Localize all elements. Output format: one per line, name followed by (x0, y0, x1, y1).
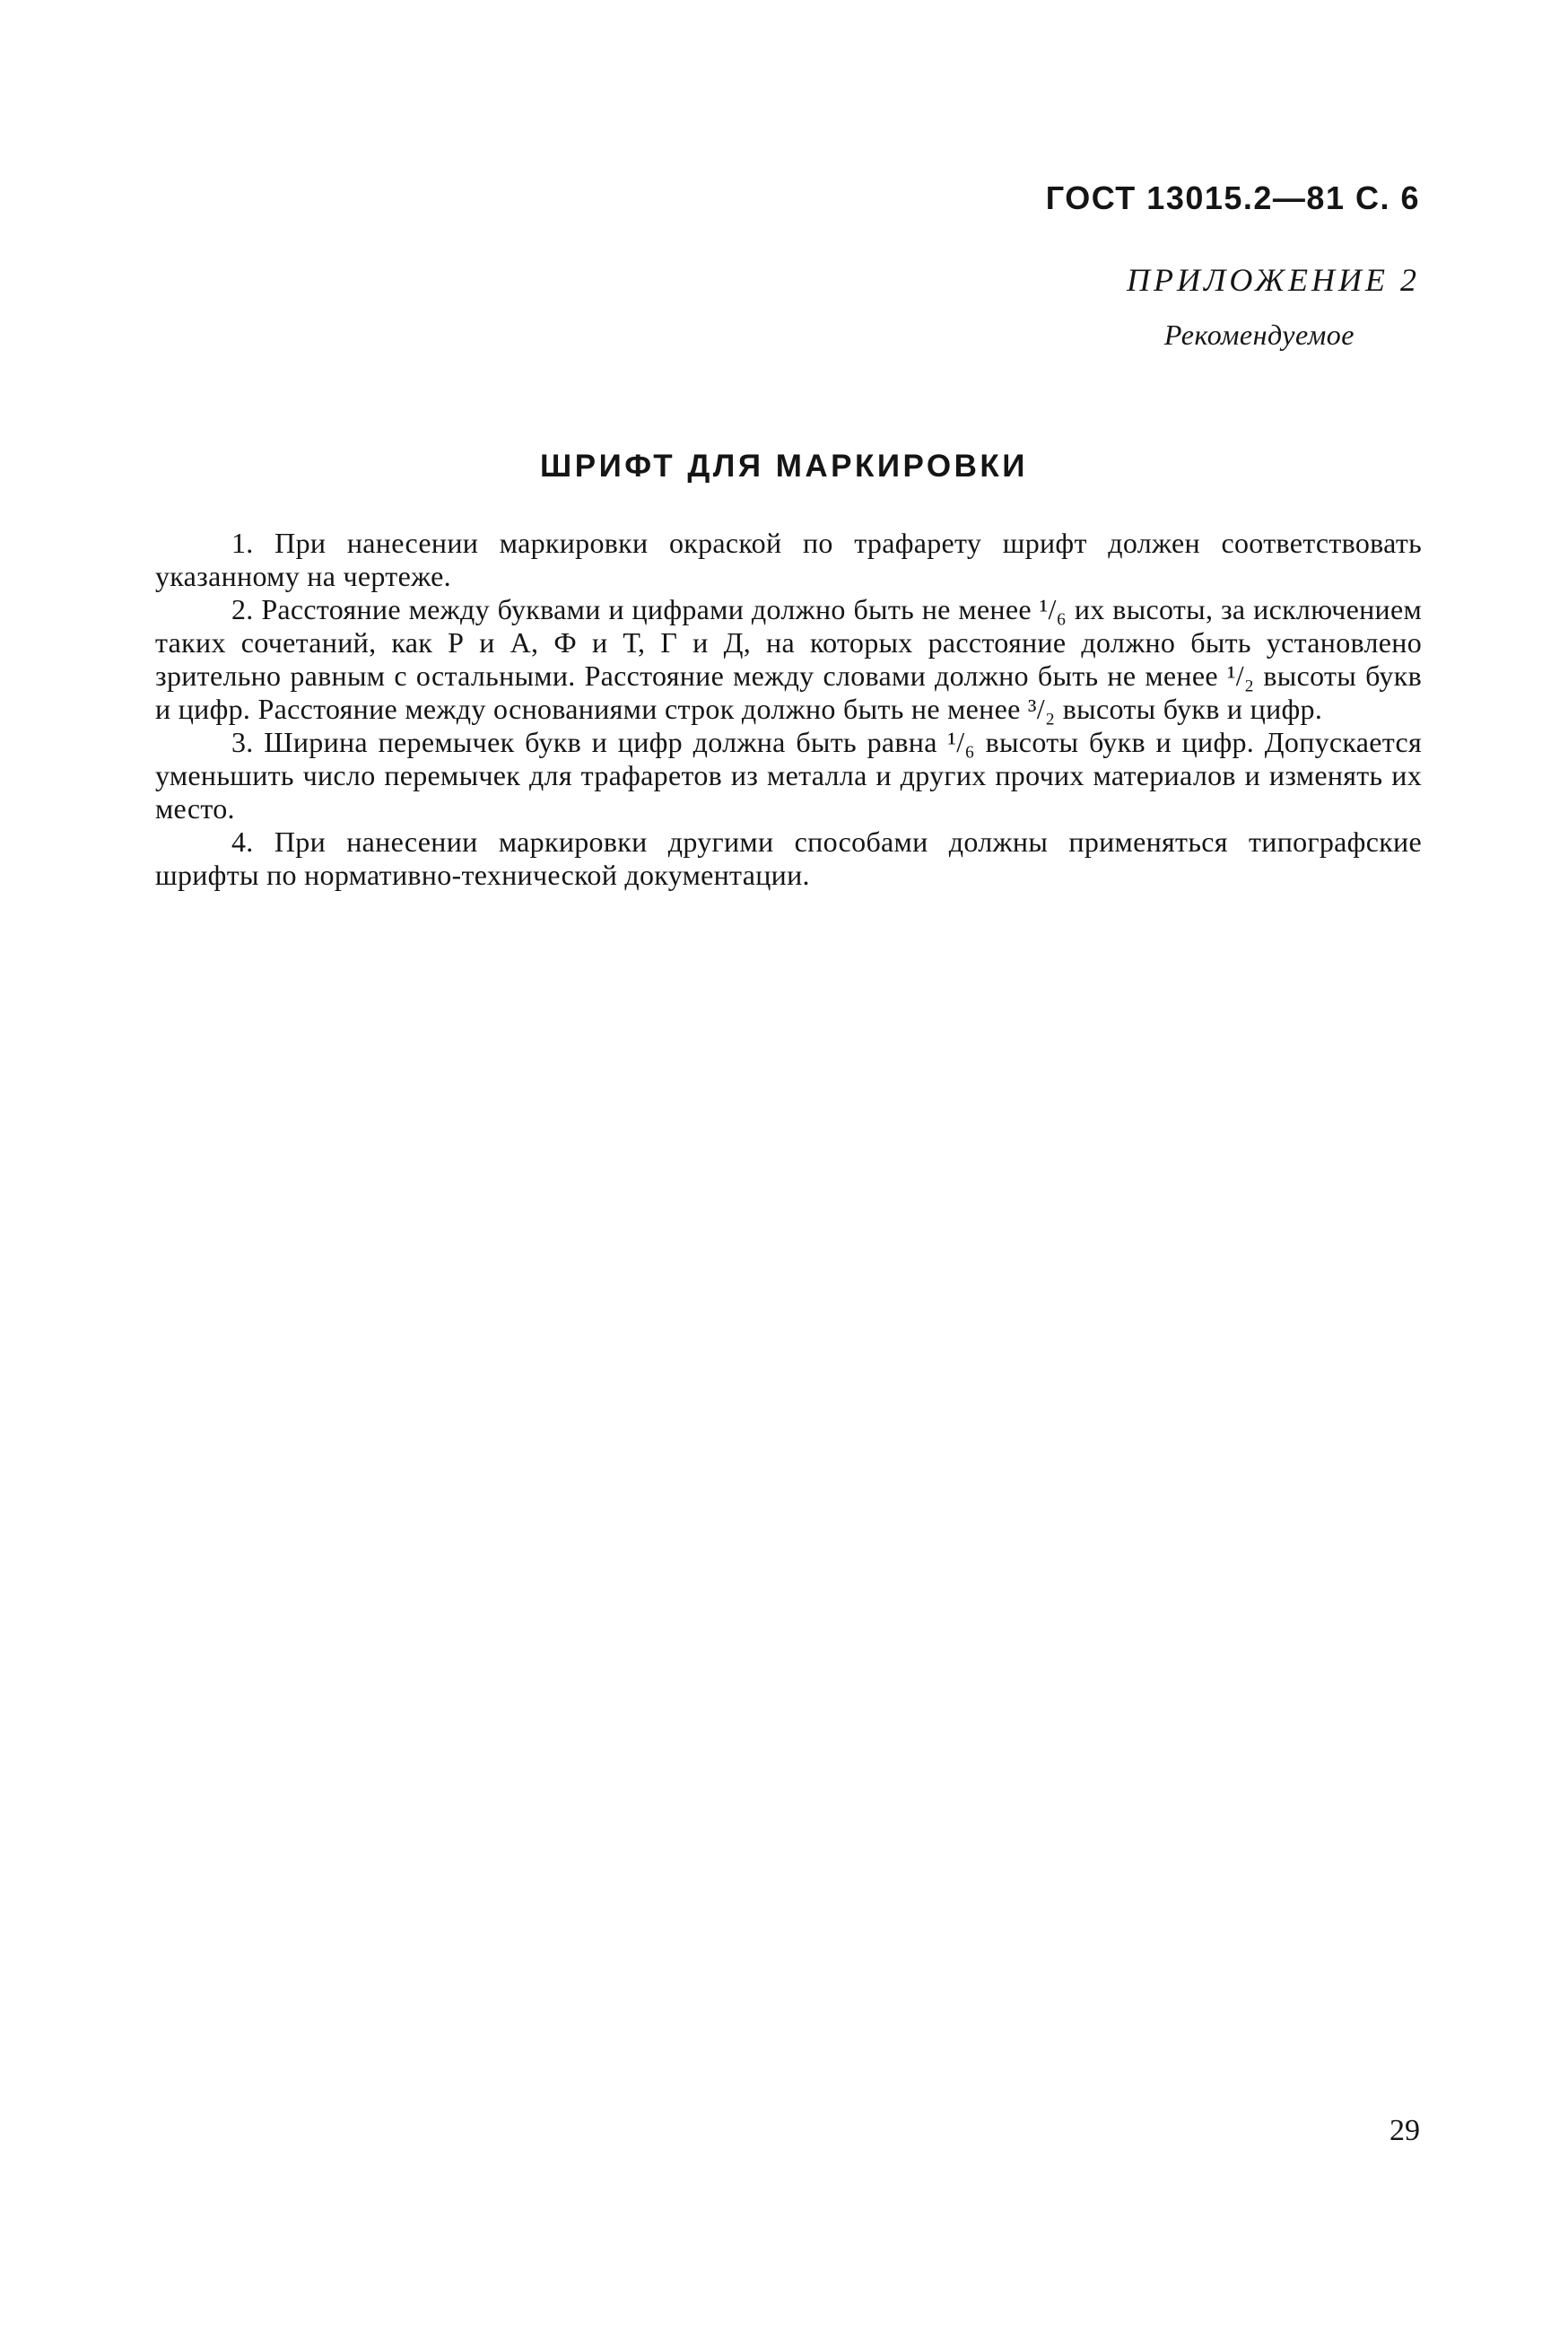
document-code: ГОСТ 13015.2—81 С. 6 (1045, 179, 1420, 216)
body-text (155, 527, 1422, 892)
appendix-title: ПРИЛОЖЕНИЕ 2 (1127, 262, 1420, 298)
section-title: ШРИФТ ДЛЯ МАРКИРОВКИ (540, 449, 1028, 484)
page-number: 29 (1389, 2114, 1420, 2147)
appendix-status: Рекомендуемое (1163, 319, 1355, 351)
paragraph-1: 1. При нанесении маркировки окраской по трафарету шрифт должен соответствовать указанному на чертеже. (155, 527, 1422, 592)
paragraph-4: 4. При нанесении маркировки другими способами должны применяться типографские шрифты по нормативно-технической документации. (155, 825, 1422, 891)
paragraph-3: 3. Ширина перемычек букв и цифр должна быть равна ¹/₆ высоты букв и цифр. Допускается уменьшить число перемычек для трафаретов из металла и других прочих материалов и изменять их место. (155, 726, 1422, 825)
paragraph-2: 2. Расстояние между буквами и цифрами должно быть не менее ¹/₆ их высоты, за исключением таких сочетаний, как Р и А, Ф и Т, Г и Д, на которых расстояние должно быть установлено зрительно равным с остальными. Расстояние между словами должно быть не менее ¹/₂ высоты букв и цифр. Расстояние между основаниями строк должно быть не менее ³/₂ высоты букв и цифр. (155, 593, 1422, 725)
